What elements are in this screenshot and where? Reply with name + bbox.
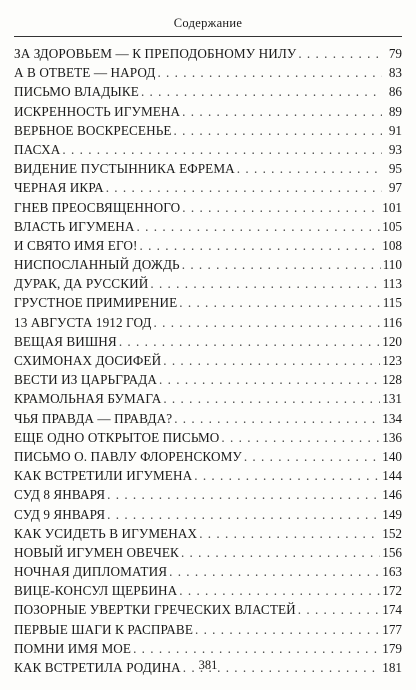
- toc-entry-page: 86: [388, 84, 402, 100]
- toc-entry-page: 131: [382, 391, 402, 407]
- toc-entry-title: ВЛАСТЬ ИГУМЕНА: [14, 218, 135, 234]
- toc-entry-page: 172: [382, 583, 402, 599]
- toc-entry: [14, 44, 402, 63]
- toc-entry-title: НОЧНАЯ ДИПЛОМАТИЯ: [14, 564, 168, 580]
- dot-leader: [174, 409, 380, 428]
- toc-entry: [14, 217, 402, 236]
- toc-entry-title: СУД 8 ЯНВАРЯ: [14, 487, 106, 503]
- dot-leader: [182, 255, 381, 274]
- dot-leader: [62, 140, 382, 159]
- toc-entry: [14, 82, 402, 101]
- dot-leader: [119, 332, 380, 351]
- toc-entry-title: КАК ВСТРЕТИЛА РОДИНА: [14, 660, 181, 675]
- running-header: Содержание: [173, 16, 243, 30]
- toc-entry-title: КАК ВСТРЕТИЛИ ИГУМЕНА: [14, 468, 193, 484]
- toc-entry: [14, 505, 402, 524]
- toc-entry-page: 115: [382, 295, 402, 311]
- toc-entry-page: 101: [382, 199, 402, 215]
- toc-entry: [14, 140, 402, 159]
- toc-entry-page: 83: [388, 65, 402, 81]
- toc-entry-title: ЧЕРНАЯ ИКРА: [14, 180, 104, 196]
- dot-leader: [139, 236, 380, 255]
- toc-entry-title: И СВЯТО ИМЯ ЕГО!: [14, 237, 138, 253]
- toc-entry-page: 128: [382, 372, 402, 388]
- toc-entry-page: 97: [388, 180, 402, 196]
- toc-entry-title: ЗА ЗДОРОВЬЕМ — К ПРЕПОДОБНОМУ НИЛУ: [14, 46, 297, 61]
- dot-leader: [163, 351, 380, 370]
- toc-entry-title: ПЕРВЫЕ ШАГИ К РАСПРАВЕ: [14, 621, 193, 637]
- toc-entry: [14, 351, 402, 370]
- toc-entry: [14, 63, 402, 82]
- toc-entry: [14, 370, 402, 389]
- toc-entry: [14, 428, 402, 447]
- toc-entry-title: КАК УСИДЕТЬ В ИГУМЕНАХ: [14, 525, 198, 541]
- toc-entry-title: ВЕСТИ ИЗ ЦАРЬГРАДА: [14, 372, 158, 388]
- toc-entry-title: ЧЬЯ ПРАВДА — ПРАВДА?: [14, 410, 173, 426]
- dot-leader: [194, 466, 380, 485]
- toc-entry-title: ПОМНИ ИМЯ МОЕ: [14, 640, 132, 656]
- toc-entry-title: НОВЫЙ ИГУМЕН ОВЕЧЕК: [14, 544, 179, 560]
- toc-entry-title: ВЕЩАЯ ВИШНЯ: [14, 333, 117, 349]
- toc-entry: [14, 524, 402, 543]
- toc-entry: [14, 274, 402, 293]
- toc-entry-page: 93: [388, 141, 402, 157]
- toc-entry-title: ИСКРЕННОСТЬ ИГУМЕНА: [14, 103, 181, 119]
- dot-leader: [237, 159, 382, 178]
- toc-entry-title: ПАСХА: [14, 141, 61, 157]
- dot-leader: [298, 600, 380, 619]
- dot-leader: [106, 178, 382, 197]
- toc-entry-title: ВИДЕНИЕ ПУСТЫННИКА ЕФРЕМА: [14, 161, 235, 177]
- toc-entry: [14, 293, 402, 312]
- toc-entry-page: 174: [382, 602, 402, 618]
- toc-entry-page: 156: [382, 544, 402, 560]
- toc-entry-title: А В ОТВЕТЕ — НАРОД: [14, 65, 156, 81]
- toc-entry-page: 116: [382, 314, 402, 330]
- toc-entry-title: КРАМОЛЬНАЯ БУМАГА: [14, 391, 162, 407]
- toc-entry: [14, 409, 402, 428]
- dot-leader: [133, 639, 380, 658]
- dot-leader: [107, 505, 380, 524]
- toc-entry-title: ГРУСТНОЕ ПРИМИРЕНИЕ: [14, 295, 178, 311]
- toc-entry-page: 146: [382, 487, 402, 503]
- toc-entry-page: 163: [382, 564, 402, 580]
- toc-entry-page: 149: [382, 506, 402, 522]
- dot-leader: [199, 524, 380, 543]
- toc-entry-title: ПИСЬМО ВЛАДЫКЕ: [14, 84, 139, 100]
- toc-entry: [14, 447, 402, 466]
- dot-leader: [179, 293, 380, 312]
- toc-entry: [14, 236, 402, 255]
- dot-leader: [221, 428, 380, 447]
- dot-leader: [163, 389, 380, 408]
- toc-entry-title: ГНЕВ ПРЕОСВЯЩЕННОГО: [14, 199, 181, 215]
- toc-entry: [14, 255, 402, 274]
- dot-leader: [150, 274, 380, 293]
- dot-leader: [298, 44, 382, 63]
- toc-entry-page: 181: [382, 660, 402, 675]
- toc-entry-page: 152: [382, 525, 402, 541]
- toc-entry-page: 113: [382, 276, 402, 292]
- toc-entry: [14, 466, 402, 485]
- toc-entry-page: 140: [382, 448, 402, 464]
- dot-leader: [159, 370, 380, 389]
- toc-entry-title: СХИМОНАХ ДОСИФЕЙ: [14, 353, 162, 368]
- toc-entry-page: 108: [382, 237, 402, 253]
- toc-entry-page: 177: [382, 621, 402, 637]
- toc-entry-page: 123: [382, 353, 402, 368]
- toc-entry: [14, 485, 402, 504]
- toc-entry: [14, 159, 402, 178]
- dot-leader: [141, 82, 382, 101]
- dot-leader: [154, 313, 381, 332]
- toc-entry-title: ВИЦЕ-КОНСУЛ ЩЕРБИНА: [14, 583, 178, 599]
- toc-entry: [14, 639, 402, 658]
- toc-entry-title: ВЕРБНОЕ ВОСКРЕСЕНЬЕ: [14, 122, 172, 138]
- toc-entry-page: 110: [382, 257, 402, 273]
- toc-entry: [14, 121, 402, 140]
- toc-entry: [14, 600, 402, 619]
- toc-entry: [14, 543, 402, 562]
- toc-entry-title: ПИСЬМО О. ПАВЛУ ФЛОРЕНСКОМУ: [14, 448, 242, 464]
- toc-entry-title: ПОЗОРНЫЕ УВЕРТКИ ГРЕЧЕСКИХ ВЛАСТЕЙ: [14, 602, 296, 618]
- toc-entry-page: 144: [382, 468, 402, 484]
- dot-leader: [182, 198, 380, 217]
- dot-leader: [179, 581, 380, 600]
- dot-leader: [174, 121, 382, 140]
- toc-entry: [14, 389, 402, 408]
- dot-leader: [169, 562, 380, 581]
- dot-leader: [182, 102, 382, 121]
- toc-entry-page: 120: [382, 333, 402, 349]
- toc-entry-page: 95: [388, 161, 402, 177]
- toc-entry-title: 13 АВГУСТА 1912 ГОД: [14, 314, 152, 330]
- toc-entry: [14, 620, 402, 639]
- toc-entry-page: 91: [388, 122, 402, 138]
- toc-entry: [14, 178, 402, 197]
- toc-entry-page: 79: [388, 46, 402, 61]
- dot-leader: [157, 63, 382, 82]
- dot-leader: [137, 217, 381, 236]
- table-of-contents: [14, 44, 402, 677]
- toc-entry-page: 134: [382, 410, 402, 426]
- dot-leader: [195, 620, 380, 639]
- toc-entry-page: 179: [382, 640, 402, 656]
- page-number: 381: [198, 658, 218, 672]
- toc-entry-page: 89: [388, 103, 402, 119]
- toc-entry-title: ДУРАК, ДА РУССКИЙ: [14, 276, 149, 292]
- toc-entry: [14, 581, 402, 600]
- toc-entry: [14, 313, 402, 332]
- dot-leader: [244, 447, 380, 466]
- toc-entry: [14, 562, 402, 581]
- toc-entry: [14, 332, 402, 351]
- toc-entry: [14, 102, 402, 121]
- toc-entry: [14, 198, 402, 217]
- toc-entry-page: 136: [382, 429, 402, 445]
- dot-leader: [107, 485, 380, 504]
- toc-entry-title: ЕЩЕ ОДНО ОТКРЫТОЕ ПИСЬМО: [14, 429, 220, 445]
- toc-entry-title: СУД 9 ЯНВАРЯ: [14, 506, 106, 522]
- toc-entry-title: НИСПОСЛАННЫЙ ДОЖДЬ: [14, 257, 180, 273]
- header-rule: [14, 36, 402, 37]
- dot-leader: [181, 543, 380, 562]
- toc-entry-page: 105: [382, 218, 402, 234]
